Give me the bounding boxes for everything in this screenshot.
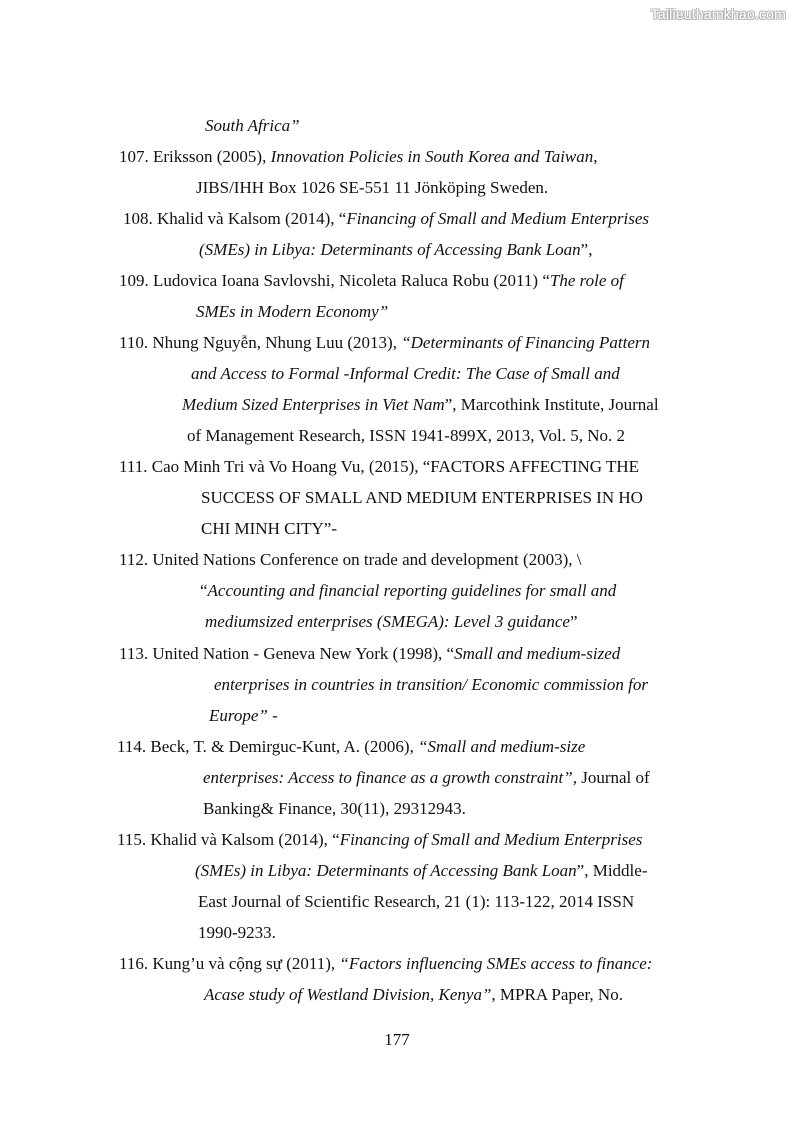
reference-line — [119, 457, 639, 477]
reference-line — [205, 612, 577, 632]
page-number: 177 — [384, 1030, 410, 1049]
reference-text: 114. Beck, T. & Demirguc-Kunt, A. (2006), — [117, 737, 419, 756]
reference-line — [119, 271, 624, 291]
reference-line — [204, 985, 623, 1005]
reference-text: ”, Marcothink Institute, Journal — [444, 395, 659, 414]
reference-line — [203, 768, 650, 788]
reference-text: , MPRA Paper, No. — [491, 985, 623, 1004]
italic-title-text: Innovation Policies in South Korea and Taiwan — [270, 147, 594, 166]
italic-title-text: Small and medium-sized — [454, 644, 621, 663]
reference-text: 110. Nhung Nguyễn, Nhung Luu (2013), — [119, 333, 402, 352]
reference-line — [117, 830, 642, 850]
reference-text: 109. Ludovica Ioana Savlovshi, Nicoleta Raluca Robu (2011) “ — [119, 271, 550, 290]
reference-line — [198, 892, 634, 912]
reference-line — [201, 488, 643, 508]
italic-title-text: Financing of Small and Medium Enterprises — [339, 830, 643, 849]
italic-title-text: Europe” - — [209, 706, 278, 725]
italic-title-text: South Africa” — [205, 116, 300, 135]
reference-line — [123, 209, 649, 229]
watermark: Tailieuthamkhao.com — [650, 6, 786, 22]
reference-text: “ — [200, 581, 208, 600]
reference-line — [187, 426, 625, 446]
reference-text: 113. United Nation - Geneva New York (1998), “ — [119, 644, 455, 663]
reference-text: CHI MINH CITY”- — [201, 519, 337, 538]
reference-line — [199, 240, 592, 260]
reference-text: ”, — [580, 240, 593, 259]
italic-title-text: mediumsized enterprises (SMEGA): Level 3 guidance — [205, 612, 570, 631]
italic-title-text: (SMEs) in Libya: Determinants of Accessing Bank Loan — [195, 861, 577, 880]
italic-title-text: “Factors influencing SMEs access to finance: — [339, 954, 653, 973]
reference-text: 116. Kung’u và cộng sự (2011), — [119, 954, 340, 973]
reference-text: 115. Khalid và Kalsom (2014), “ — [117, 830, 340, 849]
reference-text: Banking& Finance, 30(11), 29312943. — [203, 799, 466, 818]
reference-line — [203, 799, 466, 819]
reference-text: SUCCESS OF SMALL AND MEDIUM ENTERPRISES IN HO — [201, 488, 643, 507]
italic-title-text: (SMEs) in Libya: Determinants of Accessing Bank Loan — [199, 240, 581, 259]
reference-text: East Journal of Scientific Research, 21 (1): 113-122, 2014 ISSN — [198, 892, 635, 911]
reference-line — [200, 581, 616, 601]
reference-text: 107. Eriksson (2005), — [119, 147, 271, 166]
reference-text: ” — [569, 612, 578, 631]
italic-title-text: Accounting and financial reporting guidelines for small and — [207, 581, 617, 600]
reference-line — [198, 923, 276, 943]
reference-line — [182, 395, 659, 415]
reference-line — [119, 147, 598, 167]
reference-text: 108. Khalid và Kalsom (2014), “ — [123, 209, 347, 228]
italic-title-text: Financing of Small and Medium Enterprises — [346, 209, 649, 228]
reference-line — [119, 954, 652, 974]
reference-text: JIBS/IHH Box 1026 SE-551 11 Jönköping Sweden. — [196, 178, 549, 197]
reference-text: ”, Middle- — [576, 861, 648, 880]
reference-line — [119, 550, 582, 570]
reference-text: 112. United Nations Conference on trade and development (2003), \ — [119, 550, 582, 569]
italic-title-text: The role of — [549, 271, 624, 290]
italic-title-text: enterprises in countries in transition/ Economic commission for — [214, 675, 648, 694]
reference-line — [196, 178, 548, 198]
reference-line — [195, 861, 648, 881]
reference-text: , — [593, 147, 598, 166]
reference-text: 111. Cao Minh Tri và Vo Hoang Vu, (2015), “FACTORS AFFECTING THE — [119, 457, 640, 476]
reference-line — [119, 333, 650, 353]
italic-title-text: Acase study of Westland Division, Kenya” — [204, 985, 492, 1004]
reference-line — [117, 737, 585, 757]
italic-title-text: “Small and medium-size — [418, 737, 586, 756]
italic-title-text: Medium Sized Enterprises in Viet Nam — [182, 395, 445, 414]
reference-line — [214, 675, 648, 695]
reference-line — [119, 644, 620, 664]
italic-title-text: enterprises: Access to finance as a growth constraint”, — [203, 768, 577, 787]
italic-title-text: SMEs in Modern Economy” — [196, 302, 389, 321]
reference-line — [205, 116, 300, 136]
reference-text: Journal of — [576, 768, 650, 787]
reference-line — [191, 364, 620, 384]
reference-text: 1990-9233. — [198, 923, 276, 942]
reference-text: of Management Research, ISSN 1941-899X, 2013, Vol. 5, No. 2 — [187, 426, 626, 445]
italic-title-text: and Access to Formal -Informal Credit: The Case of Small and — [191, 364, 620, 383]
italic-title-text: “Determinants of Financing Pattern — [401, 333, 651, 352]
reference-line — [201, 519, 337, 539]
reference-line — [196, 302, 388, 322]
reference-line — [209, 706, 278, 726]
